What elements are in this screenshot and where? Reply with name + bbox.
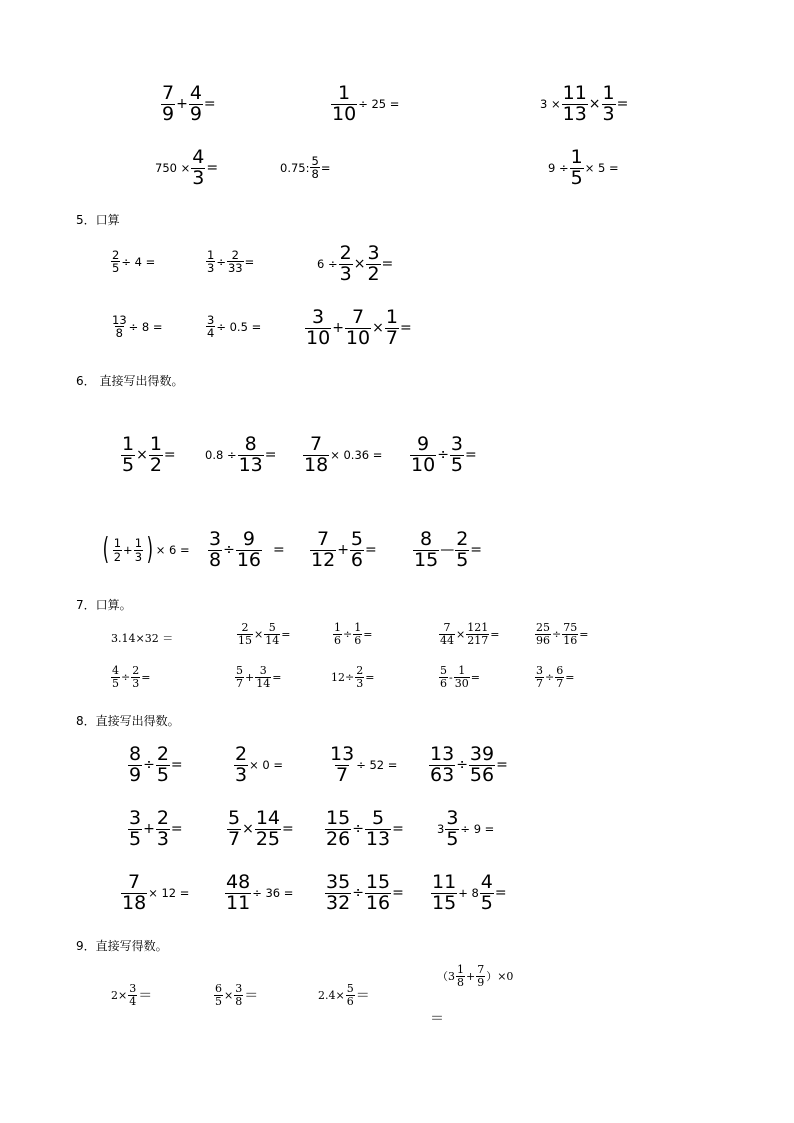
numerator: 6 xyxy=(556,664,564,677)
problem-22 xyxy=(236,622,290,646)
equals-sign: = xyxy=(470,542,483,559)
problem-23 xyxy=(332,622,372,646)
problem-3 xyxy=(540,84,628,125)
numerator: 4 xyxy=(480,871,493,893)
denominator: 9 xyxy=(477,975,485,989)
problem-42 xyxy=(430,873,507,914)
operator: + 8 xyxy=(458,886,479,901)
numerator: 1 xyxy=(354,621,362,634)
expression-tail: × 12 = xyxy=(148,886,190,901)
problem-2 xyxy=(330,84,399,125)
right-paren: ) xyxy=(146,532,154,567)
numerator: 7 xyxy=(443,621,451,634)
denominator: 5 xyxy=(446,827,459,850)
section-heading-6: 6． 直接写出得数。 xyxy=(76,374,184,388)
denominator: 9 xyxy=(162,102,175,125)
operator: × xyxy=(254,627,264,641)
denominator: 10 xyxy=(332,102,357,125)
problem-46 xyxy=(437,964,513,988)
denominator: 12 xyxy=(311,548,336,571)
operator: ÷ xyxy=(352,821,364,838)
problem-39 xyxy=(120,873,189,914)
denominator: 7 xyxy=(536,676,543,690)
numerator: 3 xyxy=(367,242,380,264)
numerator: 2 xyxy=(156,743,169,765)
equals-sign: = xyxy=(163,447,176,464)
expression-tail: × 5 = xyxy=(584,161,619,176)
expression-head: 750 × xyxy=(155,161,191,176)
problem-19 xyxy=(309,530,377,571)
equals-sign: = xyxy=(616,96,629,113)
numerator: 3 xyxy=(207,313,215,327)
numerator: 1 xyxy=(385,306,398,328)
expression-tail: ÷ 9 = xyxy=(460,822,495,837)
problem-45 xyxy=(318,983,370,1007)
operator: ÷ xyxy=(216,254,226,269)
operator: + xyxy=(123,543,133,557)
expression-head: （3 xyxy=(437,970,455,984)
denominator: 3 xyxy=(156,827,169,850)
denominator: 30 xyxy=(454,676,469,690)
numerator: 4 xyxy=(189,82,202,104)
numerator: 5 xyxy=(228,807,241,829)
operator: × xyxy=(353,256,366,273)
operator: ÷ xyxy=(552,627,562,641)
operator: ÷ xyxy=(352,885,364,902)
denominator: 5 xyxy=(129,827,142,850)
denominator: 217 xyxy=(467,633,489,647)
equals-sign: = xyxy=(565,670,575,684)
denominator: 3 xyxy=(235,763,248,786)
operator: × xyxy=(372,320,384,337)
numerator: 13 xyxy=(330,743,355,765)
problem-40 xyxy=(224,873,293,914)
operator: ÷ xyxy=(121,670,131,684)
section-heading-5: 5．口算 xyxy=(76,213,120,227)
numerator: 2 xyxy=(241,621,249,634)
problem-13 xyxy=(120,435,176,476)
equals-sign: = xyxy=(281,627,291,641)
equals-sign: ＝ xyxy=(355,988,370,1005)
problem-15 xyxy=(302,435,382,476)
denominator: 7 xyxy=(385,326,398,349)
denominator: 5 xyxy=(570,166,583,189)
expression-head: 3 × xyxy=(540,97,561,112)
denominator: 25 xyxy=(255,827,281,850)
equals-sign: = xyxy=(272,670,282,684)
equals-sign: ＝ xyxy=(430,1011,444,1027)
denominator: 3 xyxy=(192,166,205,189)
equals-sign: = xyxy=(273,542,285,559)
denominator: 96 xyxy=(536,633,550,647)
denominator: 26 xyxy=(326,827,351,850)
operator: × xyxy=(456,627,466,641)
equals-sign: = xyxy=(141,670,151,684)
denominator: 3 xyxy=(207,261,215,276)
equals-sign: = xyxy=(264,447,277,464)
denominator: 63 xyxy=(430,763,455,786)
problem-36 xyxy=(226,809,294,850)
numerator: 13 xyxy=(430,743,455,765)
numerator: 5 xyxy=(311,154,319,168)
equals-sign: = xyxy=(282,821,294,838)
problem-30 xyxy=(534,665,574,689)
denominator: 5 xyxy=(215,994,222,1008)
numerator: 75 xyxy=(563,621,578,634)
numerator: 2 xyxy=(112,248,120,262)
equals-sign: = xyxy=(392,885,404,902)
problem-16 xyxy=(409,435,477,476)
expression-head: 2× xyxy=(111,988,128,1002)
operator: × xyxy=(588,96,601,113)
denominator: 7 xyxy=(556,676,564,690)
numerator: 121 xyxy=(467,621,489,634)
denominator: 5 xyxy=(450,453,464,476)
expression-head: 9 ÷ xyxy=(548,161,569,176)
equals-sign: = xyxy=(465,447,477,464)
problem-14 xyxy=(205,435,277,476)
operator: + xyxy=(337,542,349,559)
denominator: 13 xyxy=(365,827,391,850)
numerator: 5 xyxy=(346,982,354,995)
numerator: 1 xyxy=(338,82,351,104)
problem-43 xyxy=(111,983,152,1007)
problem-5 xyxy=(280,155,330,180)
numerator: 8 xyxy=(129,743,142,765)
denominator: 2 xyxy=(149,453,162,476)
denominator: 56 xyxy=(469,763,495,786)
numerator: 9 xyxy=(417,433,430,455)
denominator: 5 xyxy=(112,261,120,276)
numerator: 5 xyxy=(440,664,447,677)
numerator: 2 xyxy=(235,743,248,765)
expression-tail: ÷ 0.5 = xyxy=(216,319,262,334)
expression-head: 2.4× xyxy=(318,988,345,1002)
denominator: 9 xyxy=(189,102,202,125)
denominator: 16 xyxy=(563,633,578,647)
numerator: 48 xyxy=(226,871,251,893)
numerator: 11 xyxy=(432,871,457,893)
numerator: 3 xyxy=(446,807,459,829)
equals-sign: = xyxy=(206,160,219,177)
denominator: 5 xyxy=(480,891,493,914)
denominator: 15 xyxy=(238,633,252,647)
operator: + xyxy=(245,670,255,684)
numerator: 25 xyxy=(536,621,550,634)
expression-head: 12÷ xyxy=(331,670,355,684)
numerator: 14 xyxy=(255,807,281,829)
operator: ÷ xyxy=(456,757,468,774)
denominator: 6 xyxy=(354,633,362,647)
equals-sign: = xyxy=(381,256,394,273)
denominator: 5 xyxy=(112,676,119,690)
problem-28 xyxy=(331,665,374,689)
numerator: 1 xyxy=(207,248,215,262)
numerator: 7 xyxy=(351,306,365,328)
numerator: 3 xyxy=(129,807,142,829)
expression-tail: ÷ 8 = xyxy=(128,319,163,334)
denominator: 6 xyxy=(334,633,341,647)
numerator: 2 xyxy=(356,664,364,677)
operator: + xyxy=(332,320,344,337)
denominator: 5 xyxy=(456,548,469,571)
denominator: 14 xyxy=(265,633,280,647)
numerator: 7 xyxy=(162,82,175,104)
section-heading-7: 7．口算。 xyxy=(76,598,132,612)
problem-25 xyxy=(534,622,588,646)
numerator: 4 xyxy=(192,146,205,168)
numerator: 1 xyxy=(334,621,341,634)
denominator: 8 xyxy=(311,167,319,182)
numerator: 2 xyxy=(339,242,352,264)
problem-21 xyxy=(111,630,173,646)
numerator: 1 xyxy=(134,536,143,551)
problem-35 xyxy=(127,809,183,850)
denominator: 8 xyxy=(457,975,464,989)
expression-head: 0.75: xyxy=(280,160,310,175)
denominator: 3 xyxy=(339,262,352,285)
denominator: 7 xyxy=(228,827,241,850)
numerator: 7 xyxy=(310,433,323,455)
numerator: 6 xyxy=(215,982,222,995)
operator: — xyxy=(440,542,455,559)
operator: × xyxy=(242,821,254,838)
equals-sign: = xyxy=(494,885,507,902)
denominator: 2 xyxy=(367,262,380,285)
problem-31 xyxy=(127,745,183,786)
numerator: 8 xyxy=(420,528,433,550)
numerator: 3 xyxy=(209,528,222,550)
numerator: 7 xyxy=(128,871,141,893)
section-heading-9: 9．直接写得数。 xyxy=(76,939,168,953)
expression-tail: ÷ 52 = xyxy=(356,758,398,773)
numerator: 2 xyxy=(156,807,169,829)
numerator: 3 xyxy=(235,982,243,995)
denominator: 8 xyxy=(235,994,243,1008)
numerator: 5 xyxy=(350,528,364,550)
denominator: 3 xyxy=(132,676,140,690)
denominator: 32 xyxy=(326,891,351,914)
numerator: 8 xyxy=(244,433,257,455)
operator: ÷ xyxy=(143,757,155,774)
problem-46-equals xyxy=(430,1008,444,1028)
operator: ÷ xyxy=(223,542,235,559)
denominator: 10 xyxy=(411,453,436,476)
problem-10 xyxy=(110,314,163,339)
denominator: 3 xyxy=(134,549,143,564)
equals-sign: = xyxy=(365,542,377,559)
denominator: 18 xyxy=(122,891,147,914)
equals-sign: = xyxy=(579,627,589,641)
equals-sign: = xyxy=(170,821,183,838)
problem-26 xyxy=(110,665,150,689)
problem-20 xyxy=(412,530,482,571)
expression-tail: × 0.36 = xyxy=(330,448,383,463)
denominator: 7 xyxy=(336,763,349,786)
numerator: 4 xyxy=(112,664,119,677)
problem-4 xyxy=(155,148,218,189)
equals-sign: = xyxy=(203,96,216,113)
equals-sign: ＝ xyxy=(244,988,259,1005)
numerator: 15 xyxy=(326,807,351,829)
numerator: 1 xyxy=(149,433,162,455)
equals-sign: = xyxy=(363,627,373,641)
expression-tail: ）×0 xyxy=(486,970,514,984)
problem-11 xyxy=(205,314,261,339)
denominator: 5 xyxy=(122,453,135,476)
operator: ÷ xyxy=(437,447,449,464)
denominator: 15 xyxy=(432,891,457,914)
numerator: 1 xyxy=(457,963,464,976)
denominator: 8 xyxy=(115,326,123,341)
problem-33 xyxy=(328,745,397,786)
denominator: 2 xyxy=(113,549,122,564)
denominator: 4 xyxy=(207,326,215,341)
denominator: 44 xyxy=(440,633,454,647)
expression-head: 0.8 ÷ xyxy=(205,448,237,463)
numerator: 1 xyxy=(458,664,466,677)
problem-9 xyxy=(317,244,393,285)
numerator: 9 xyxy=(242,528,255,550)
problem-29 xyxy=(438,665,480,689)
denominator: 7 xyxy=(236,676,243,690)
numerator: 15 xyxy=(365,871,391,893)
denominator: 16 xyxy=(236,548,262,571)
problem-41 xyxy=(324,873,404,914)
equals-sign: = xyxy=(170,757,183,774)
problem-32 xyxy=(233,745,283,786)
denominator: 33 xyxy=(227,261,243,276)
equals-sign: = xyxy=(470,670,480,684)
denominator: 10 xyxy=(306,326,331,349)
numerator: 2 xyxy=(456,528,469,550)
numerator: 39 xyxy=(469,743,495,765)
denominator: 14 xyxy=(256,676,271,690)
operator: + xyxy=(143,821,155,838)
expression-tail: ÷ 25 = xyxy=(358,97,400,112)
problem-44 xyxy=(213,983,258,1007)
expression: 3.14×32 ＝ xyxy=(111,632,174,645)
problem-24 xyxy=(438,622,499,646)
numerator: 1 xyxy=(570,146,583,168)
operator: × xyxy=(224,988,234,1002)
problem-34 xyxy=(428,745,508,786)
denominator: 8 xyxy=(209,548,222,571)
denominator: 11 xyxy=(226,891,251,914)
problem-12 xyxy=(304,308,412,349)
expression-tail: × 6 = xyxy=(155,543,190,557)
numerator: 3 xyxy=(450,433,464,455)
numerator: 11 xyxy=(562,82,587,104)
problem-8 xyxy=(205,249,254,274)
denominator: 4 xyxy=(129,994,137,1008)
equals-sign: ＝ xyxy=(138,988,153,1005)
operator: - xyxy=(449,670,453,684)
numerator: 5 xyxy=(236,664,243,677)
whole-number: 3 xyxy=(437,822,445,837)
operator: ÷ xyxy=(545,670,555,684)
numerator: 3 xyxy=(312,306,325,328)
denominator: 15 xyxy=(414,548,439,571)
expression-head: 6 ÷ xyxy=(317,257,338,272)
equals-sign: = xyxy=(392,821,404,838)
equals-sign: = xyxy=(496,757,508,774)
problem-1 xyxy=(160,84,216,125)
equals-sign: = xyxy=(399,320,412,337)
expression-tail: ÷ 36 = xyxy=(252,886,294,901)
numerator: 3 xyxy=(259,664,267,677)
problem-37 xyxy=(324,809,404,850)
expression-tail: × 0 = xyxy=(249,758,283,773)
numerator: 5 xyxy=(371,807,385,829)
numerator: 2 xyxy=(231,248,239,262)
equals-sign: = xyxy=(490,627,500,641)
operator: + xyxy=(466,969,476,983)
operator: ÷ xyxy=(343,627,353,641)
numerator: 3 xyxy=(536,664,543,677)
numerator: 5 xyxy=(268,621,276,634)
problem-18 xyxy=(207,530,285,571)
equals-sign: = xyxy=(244,254,255,269)
left-paren: ( xyxy=(102,532,110,567)
denominator: 6 xyxy=(350,548,364,571)
denominator: 16 xyxy=(365,891,391,914)
problem-38 xyxy=(437,809,494,850)
denominator: 6 xyxy=(346,994,354,1008)
problem-27 xyxy=(234,665,281,689)
denominator: 6 xyxy=(440,676,447,690)
denominator: 18 xyxy=(304,453,329,476)
numerator: 1 xyxy=(113,536,122,551)
operator: + xyxy=(176,96,188,113)
numerator: 35 xyxy=(326,871,351,893)
expression-tail: ÷ 4 = xyxy=(121,254,156,269)
equals-sign: = xyxy=(320,160,331,175)
denominator: 5 xyxy=(156,763,169,786)
numerator: 3 xyxy=(129,982,137,995)
section-heading-8: 8．直接写出得数。 xyxy=(76,714,180,728)
operator: × xyxy=(136,447,148,464)
denominator: 10 xyxy=(345,326,371,349)
denominator: 9 xyxy=(129,763,142,786)
numerator: 1 xyxy=(602,82,615,104)
numerator: 13 xyxy=(112,313,127,327)
denominator: 3 xyxy=(356,676,364,690)
numerator: 7 xyxy=(317,528,330,550)
problem-17 xyxy=(100,532,190,567)
numerator: 2 xyxy=(132,664,140,677)
denominator: 13 xyxy=(562,102,587,125)
problem-6 xyxy=(548,148,619,189)
numerator: 1 xyxy=(122,433,135,455)
problem-7 xyxy=(110,249,155,274)
equals-sign: = xyxy=(365,670,375,684)
denominator: 3 xyxy=(602,102,615,125)
denominator: 13 xyxy=(238,453,263,476)
numerator: 7 xyxy=(477,963,485,976)
